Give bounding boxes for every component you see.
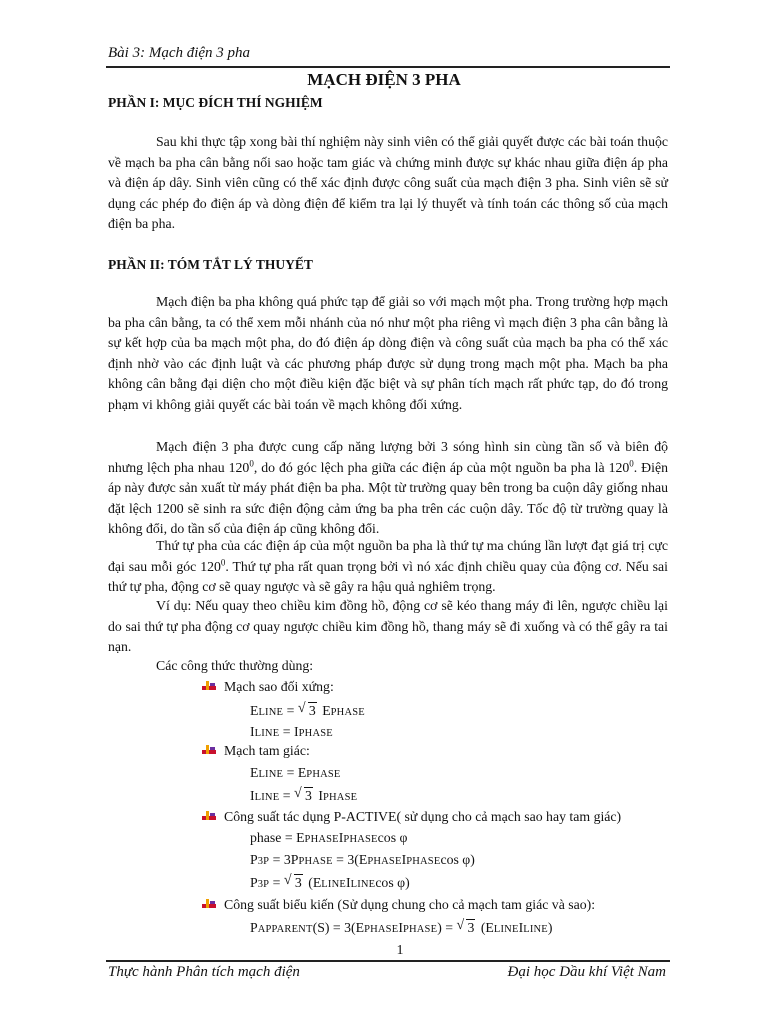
section-heading-1: PHẦN I: MỤC ĐÍCH THÍ NGHIỆM	[108, 95, 323, 110]
footer-rule	[106, 960, 670, 962]
sqrt-symbol: √ 3	[296, 786, 313, 806]
bullet-icon	[202, 744, 216, 756]
footer-university: Đại học Dầu khí Việt Nam	[507, 964, 666, 980]
bullet-active-power: Công suất tác dụng P-ACTIVE( sử dụng cho cả mạch sao hay tam giác)	[202, 807, 621, 827]
document-title: MẠCH ĐIỆN 3 PHA	[307, 70, 461, 89]
bullet-icon	[202, 898, 216, 910]
bullet-icon	[202, 810, 216, 822]
bullet-delta-connection: Mạch tam giác:	[202, 741, 310, 761]
page-number: 1	[396, 943, 404, 958]
footer-course: Thực hành Phân tích mạch điện	[108, 964, 300, 980]
bullet-star-connection: Mạch sao đối xứng:	[202, 677, 334, 697]
section-1-paragraph: Sau khi thực tập xong bài thí nghiệm này sinh viên có thể giải quyết được các bài toán thuộc về mạch ba pha cân bằng nối sao hoặc tam giác và chứng minh được sự khác nhau giữa điện áp pha và điện áp dây. Sinh viên cũng có thể xác định được công suất của mạch điện 3 pha. Sinh viên sẽ sử dụng các phép đo điện áp và dòng điện để kiểm tra lại lý thuyết và tính toán các thông số của mạch điện ba pha.	[108, 134, 668, 232]
page-header: Bài 3: Mạch điện 3 pha	[108, 45, 251, 61]
bullet-apparent-power: Công suất biểu kiến (Sử dụng chung cho cả mạch tam giác và sao):	[202, 895, 595, 915]
formula-star-eline: ELINE = √ 3 EPHASE	[250, 701, 365, 723]
section-2-paragraph-4: Ví dụ: Nếu quay theo chiều kim đồng hồ, động cơ sẽ kéo thang máy đi lên, ngược chiều lại do sai thứ tự pha động cơ quay ngược chiều kim đồng hồ, thang máy sẽ đi xuống và có thể gây ra tai nạn.	[108, 598, 668, 655]
sqrt-symbol: √ 3	[458, 918, 475, 938]
formula-apparent-power: PAPPARENT(S) = 3(EPHASEIPHASE) = √ 3 (ELINEILINE)	[250, 918, 553, 940]
sqrt-symbol: √ 3	[300, 701, 317, 721]
formula-active-p3p: P3P = 3PPHASE = 3(EPHASEIPHASEcos φ)	[250, 852, 475, 867]
section-heading-2: PHẦN II: TÓM TẮT LÝ THUYẾT	[108, 257, 313, 272]
sqrt-symbol: √ 3	[286, 873, 303, 893]
formula-active-p3p-line: P3P = √ 3 (ELINEILINEcos φ)	[250, 873, 410, 895]
section-2-paragraph-1: Mạch điện ba pha không quá phức tạp để giải so với mạch một pha. Trong trường hợp mạch ba pha cân bằng, ta có thể xem mỗi nhánh của nó như một pha riêng vì mạch điện 3 pha cân bằng là sự kết hợp của ba mạch một pha, do đó điện áp dòng điện và công suất của mạch ba pha có thể xác định nhờ vào các định luật và các phương pháp được sử dụng trong mạch một pha. Mạch ba pha không cân bằng đại diện cho một điều kiện đặc biệt và sự phân tích mạch rất phức tạp, do đó trong phạm vi không giải quyết các bài toán về mạch không đối xứng.	[108, 294, 668, 412]
formula-delta-eline: ELINE = EPHASE	[250, 765, 341, 780]
formula-active-phase: phase = EPHASEIPHASEcos φ	[250, 830, 408, 845]
formula-delta-iline: ILINE = √ 3 IPHASE	[250, 786, 357, 808]
formulas-intro: Các công thức thường dùng:	[156, 658, 314, 673]
section-2-paragraph-3: Thứ tự pha của các điện áp của một nguồn ba pha là thứ tự ma chúng lần lượt đạt giá trị cực đại sau mỗi góc $120^0$. Thứ tự pha rất quan trọng bởi vì nó xác định chiều quay của động cơ. Nếu sai thứ tự pha, động cơ sẽ quay ngược và sẽ gây ra hậu quả nghiêm trọng.	[108, 538, 668, 595]
section-2-paragraph-2: Mạch điện 3 pha được cung cấp năng lượng bởi 3 sóng hình sin cùng tần số và biên độ nhưng lệch pha nhau $120^0$, do đó góc lệch pha giữa các điện áp của một nguồn ba pha là $120^0$. Điện áp này được sản xuất từ máy phát điện ba pha. Một từ trường quay bên trong ba cuộn dây giống nhau đặt lệch 1200 sẽ sinh ra sức điện động cảm ứng ba pha trên các cuộn dây. Tốc độ từ trường quay là không đổi, do tần số của điện áp cũng không đổi.	[108, 439, 668, 537]
bullet-icon	[202, 680, 216, 692]
formula-star-iline: ILINE = IPHASE	[250, 724, 333, 739]
